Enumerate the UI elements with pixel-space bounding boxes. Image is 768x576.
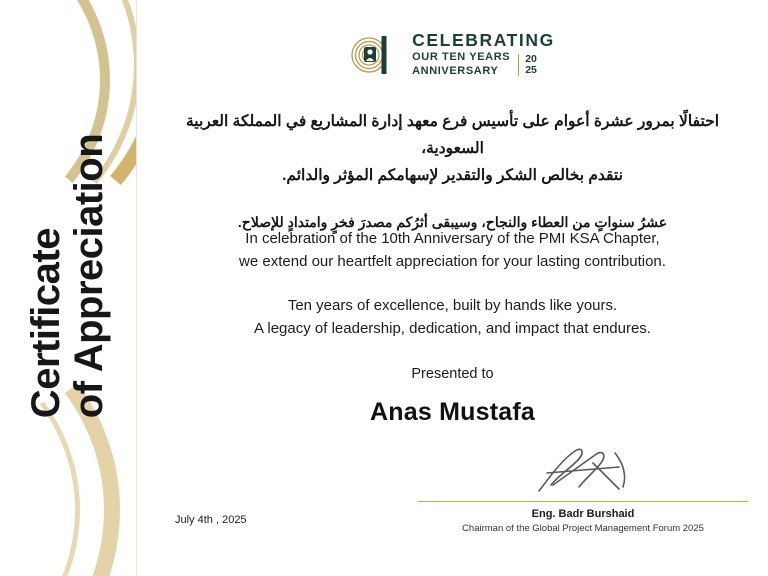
anniversary-logo (137, 28, 768, 82)
side-title-line-1: Certificate (24, 228, 69, 419)
arabic-paragraph-1-line-2: نتقدم بخالص الشكر والتقدير لإسهامكم المؤثر والدائم. (282, 167, 623, 185)
decorative-side-band (0, 0, 137, 576)
logo-year (518, 54, 537, 76)
english-text-block (157, 228, 748, 427)
recipient-name: Anas Mustafa (370, 398, 535, 426)
english-paragraph-1-line-2: we extend our heartfelt appreciation for your lasting contribution. (239, 252, 666, 270)
presented-to-label: Presented to (411, 366, 494, 382)
issue-date: July 4th , 2025 (175, 514, 247, 526)
logo-year-top: 20 (525, 52, 537, 65)
ten-years-emblem-icon (350, 28, 404, 82)
arabic-paragraph-2: عشرُ سنواتٍ من العطاء والنجاح، وسيبقى أثرُكم مصدرَ فخرٍ وامتدادٍ للإصلاح. (237, 214, 668, 231)
signature-rule (418, 501, 748, 502)
side-title-line-2: of Appreciation (67, 133, 111, 419)
signatory-name: Eng. Badr Burshaid (531, 508, 635, 520)
english-paragraph-2-line-1: Ten years of excellence, built by hands like yours. (287, 297, 618, 314)
arabic-paragraph-1-line-1: احتفالًا بمرور عشرة أعوام على تأسيس فرع معهد إدارة المشاريع في المملكة العربية السعودية، (185, 113, 720, 158)
certificate-body (137, 0, 768, 576)
logo-celebrating-text: CELEBRATING (412, 29, 555, 50)
signatory-role: Chairman of the Global Project Management Forum 2025 (462, 523, 704, 534)
handwritten-signature-icon (418, 443, 748, 497)
logo-line-2: ANNIVERSARY (412, 64, 499, 77)
english-paragraph-2-line-2: A legacy of leadership, dedication, and impact that endures. (254, 319, 651, 337)
logo-year-bottom: 25 (525, 63, 537, 76)
logo-line-1: OUR TEN YEARS (412, 51, 511, 63)
signature-block (418, 443, 748, 534)
english-paragraph-1-line-1: In celebration of the 10th Anniversary of the PMI KSA Chapter, (245, 230, 660, 247)
arabic-text-block (157, 108, 748, 235)
